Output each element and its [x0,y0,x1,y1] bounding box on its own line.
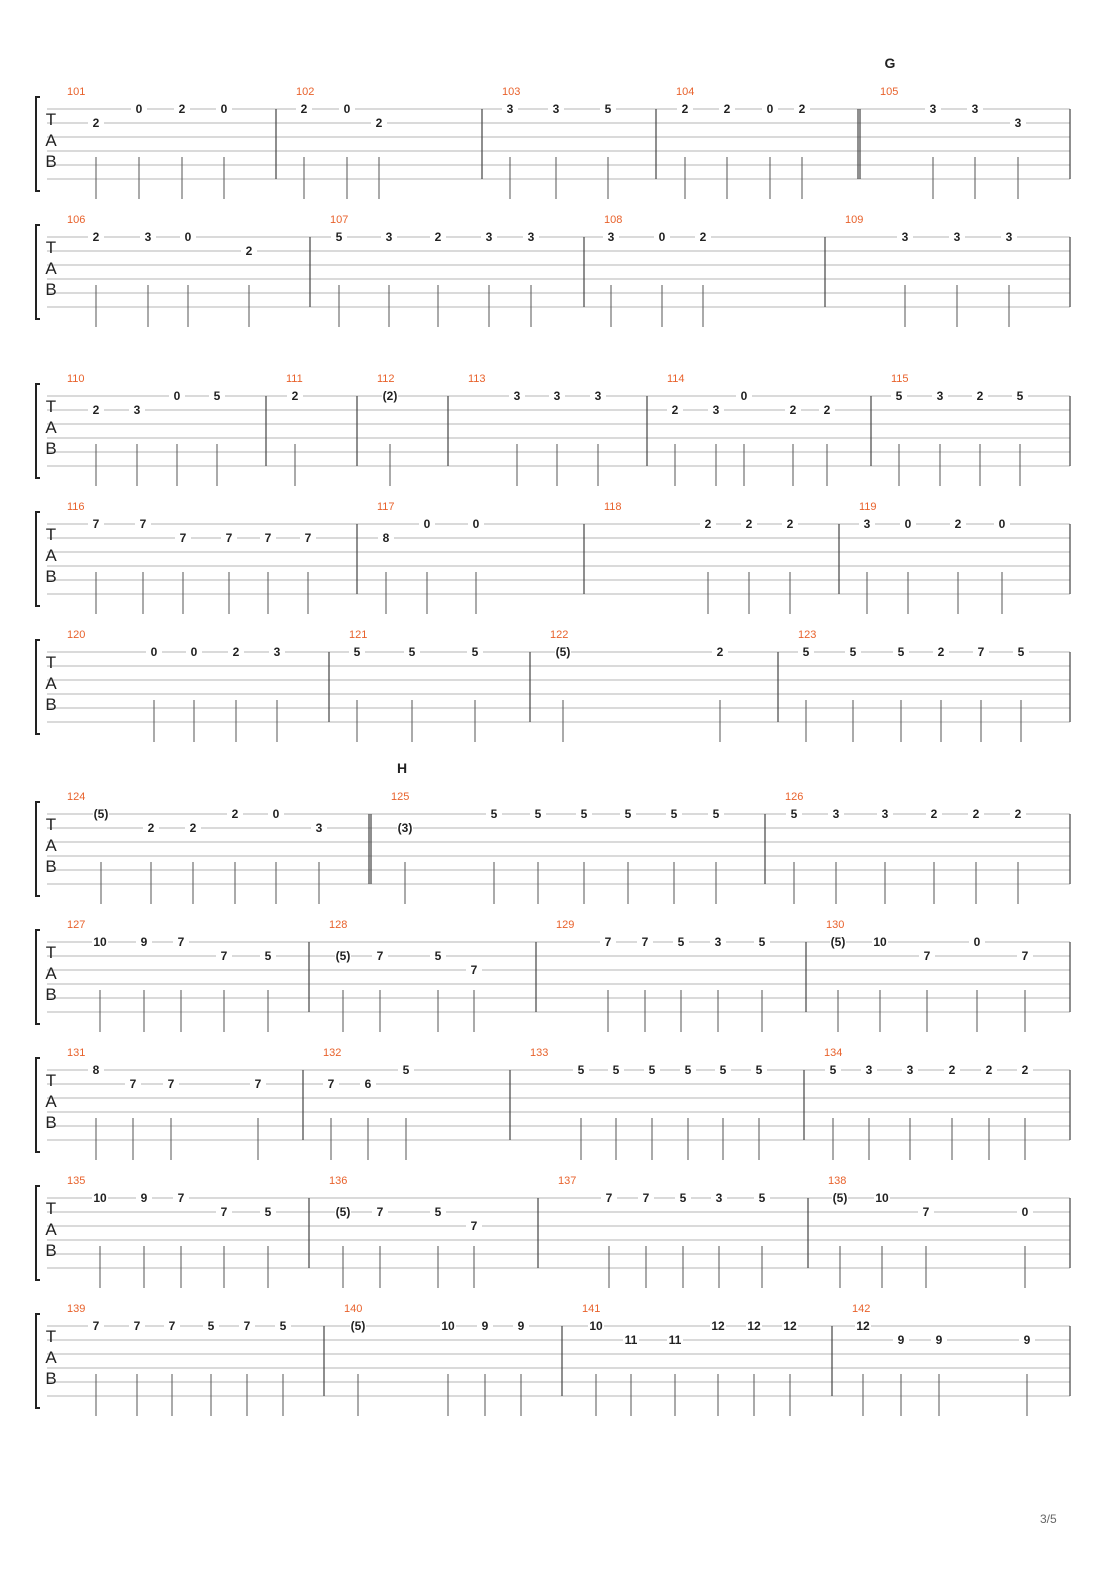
fret-number: 3 [553,389,561,403]
tab-clef-letter: T [45,815,57,834]
bar-number: 113 [468,373,486,385]
tab-system [36,791,1070,904]
tab-clef-letter: A [45,259,57,278]
fret-number: 5 [895,389,903,403]
fret-number: 5 [402,1063,410,1077]
fret-number: 9 [140,935,148,949]
tab-clef-letter: T [45,1327,57,1346]
tab-clef-letter: A [45,1220,57,1239]
bar-number: 123 [798,629,817,641]
bar-number: 138 [828,1175,847,1187]
fret-number: 7 [977,645,985,659]
fret-number: (5) [832,1191,848,1205]
system-bracket [36,1186,40,1280]
fret-number: 5 [829,1063,837,1077]
fret-number: 7 [92,517,100,531]
fret-number: 2 [232,645,240,659]
bar-number: 120 [67,629,86,641]
fret-number: 7 [470,963,478,977]
fret-number: 10 [589,1319,603,1333]
fret-number: 2 [1021,1063,1029,1077]
fret-number: 2 [976,389,984,403]
bar-number: 103 [502,86,521,98]
fret-number: 10 [93,935,107,949]
bar-number: 134 [824,1047,843,1059]
fret-number: 7 [1021,949,1029,963]
fret-number: 8 [92,1063,100,1077]
fret-number: 5 [677,935,685,949]
fret-number: 3 [715,1191,723,1205]
fret-number: 3 [936,389,944,403]
fret-number: (2) [382,389,398,403]
fret-number: 7 [641,935,649,949]
tab-system [36,501,1070,614]
fret-number: 3 [594,389,602,403]
fret-number: 5 [612,1063,620,1077]
tab-clef-letter: B [45,857,57,876]
bar-number: 119 [859,501,877,513]
fret-number: 5 [648,1063,656,1077]
system-bracket [36,1058,40,1152]
bar-number: 128 [329,919,348,931]
fret-number: 9 [140,1191,148,1205]
fret-number: 10 [873,935,887,949]
bar-number: 112 [377,373,395,385]
bar-number: 132 [323,1047,342,1059]
fret-number: 7 [304,531,312,545]
bar-number: 121 [349,629,368,641]
fret-number: 2 [699,230,707,244]
fret-number: 2 [786,517,794,531]
fret-number: 5 [624,807,632,821]
fret-number: 9 [481,1319,489,1333]
fret-number: 2 [434,230,442,244]
fret-number: 2 [245,244,253,258]
fret-number: (5) [335,1205,351,1219]
fret-number: 10 [875,1191,889,1205]
bar-number: 139 [67,1303,86,1315]
tab-system [36,373,1070,486]
fret-number: 0 [904,517,912,531]
bar-number: 125 [391,791,410,803]
tab-clef-letter: B [45,1369,57,1388]
fret-number: 5 [264,1205,272,1219]
bar-number: 105 [880,86,899,98]
fret-number: 5 [335,230,343,244]
system-bracket [36,384,40,478]
tab-system [36,1175,1070,1288]
fret-number: 5 [719,1063,727,1077]
page-number: 3/5 [1040,1512,1057,1526]
fret-number: 3 [712,403,720,417]
fret-number: 2 [745,517,753,531]
fret-number: 0 [343,102,351,116]
section-marker: G [884,55,896,71]
fret-number: 2 [985,1063,993,1077]
bar-number: 141 [582,1303,601,1315]
fret-number: 5 [434,949,442,963]
fret-number: 2 [375,116,383,130]
fret-number: 7 [133,1319,141,1333]
fret-number: 3 [929,102,937,116]
fret-number: 0 [184,230,192,244]
tab-system [36,919,1070,1032]
fret-number: 5 [534,807,542,821]
fret-number: 5 [849,645,857,659]
bar-number: 124 [67,791,86,803]
fret-number: 12 [856,1319,870,1333]
fret-number: 7 [243,1319,251,1333]
fret-number: 7 [605,1191,613,1205]
fret-number: 5 [684,1063,692,1077]
bar-number: 129 [556,919,575,931]
bar-number: 133 [530,1047,549,1059]
fret-number: 3 [906,1063,914,1077]
fret-number: 0 [135,102,143,116]
system-bracket [36,1314,40,1408]
fret-number: 7 [264,531,272,545]
fret-number: 2 [704,517,712,531]
fret-number: 3 [607,230,615,244]
bar-number: 109 [845,214,864,226]
fret-number: 2 [300,102,308,116]
fret-number: 5 [897,645,905,659]
fret-number: 7 [470,1219,478,1233]
fret-number: 3 [133,403,141,417]
fret-number: 2 [291,389,299,403]
fret-number: 9 [897,1333,905,1347]
fret-number: 3 [315,821,323,835]
bar-number: 116 [67,501,85,513]
tab-system [36,1303,1070,1416]
tab-clef-letter: A [45,546,57,565]
bar-number: 137 [558,1175,577,1187]
system-bracket [36,225,40,319]
fret-number: 0 [220,102,228,116]
fret-number: 2 [178,102,186,116]
fret-number: 2 [92,230,100,244]
fret-number: 5 [679,1191,687,1205]
fret-number: 3 [1005,230,1013,244]
tab-clef-letter: A [45,674,57,693]
fret-number: 2 [937,645,945,659]
fret-number: 2 [972,807,980,821]
bar-number: 107 [330,214,349,226]
fret-number: 5 [207,1319,215,1333]
fret-number: 7 [376,1205,384,1219]
fret-number: 0 [1021,1205,1029,1219]
fret-number: 9 [517,1319,525,1333]
tab-system [36,86,1070,199]
tab-clef-letter: A [45,131,57,150]
bar-number: 101 [67,86,86,98]
fret-number: 3 [863,517,871,531]
fret-number: 5 [790,807,798,821]
fret-number: 3 [552,102,560,116]
fret-number: 9 [1023,1333,1031,1347]
system-bracket [36,802,40,896]
fret-number: 11 [668,1333,682,1347]
bar-number: 130 [826,919,845,931]
fret-number: 5 [408,645,416,659]
fret-number: 0 [190,645,198,659]
fret-number: 0 [973,935,981,949]
fret-number: 7 [923,949,931,963]
fret-number: 11 [624,1333,638,1347]
tab-clef-letter: A [45,836,57,855]
tab-clef-letter: B [45,1241,57,1260]
fret-number: 0 [658,230,666,244]
section-marker: H [396,760,408,776]
fret-number: 3 [881,807,889,821]
fret-number: 7 [327,1077,335,1091]
fret-number: 12 [747,1319,761,1333]
tab-clef-letter: T [45,1199,57,1218]
fret-number: 5 [758,935,766,949]
fret-number: 3 [901,230,909,244]
fret-number: 3 [144,230,152,244]
fret-number: 2 [147,821,155,835]
system-bracket [36,97,40,191]
fret-number: 2 [789,403,797,417]
fret-number: 5 [802,645,810,659]
bar-number: 126 [785,791,804,803]
bar-number: 136 [329,1175,348,1187]
fret-number: 3 [506,102,514,116]
fret-number: 12 [783,1319,797,1333]
fret-number: 5 [758,1191,766,1205]
fret-number: 2 [716,645,724,659]
fret-number: 7 [642,1191,650,1205]
fret-number: 7 [179,531,187,545]
bar-number: 110 [67,373,85,385]
fret-number: 3 [971,102,979,116]
tab-clef-letter: B [45,985,57,1004]
fret-number: 2 [92,403,100,417]
fret-number: 0 [998,517,1006,531]
fret-number: 7 [254,1077,262,1091]
bar-number: 104 [676,86,695,98]
system-bracket [36,930,40,1024]
fret-number: 7 [220,949,228,963]
fret-number: 2 [1014,807,1022,821]
fret-number: 0 [272,807,280,821]
fret-number: 3 [953,230,961,244]
fret-number: 5 [471,645,479,659]
fret-number: 3 [527,230,535,244]
fret-number: 6 [364,1077,372,1091]
fret-number: 3 [513,389,521,403]
tab-system [36,1047,1070,1160]
bar-number: 142 [852,1303,871,1315]
fret-number: (5) [830,935,846,949]
fret-number: 7 [376,949,384,963]
tab-clef-letter: A [45,1348,57,1367]
fret-number: 2 [948,1063,956,1077]
fret-number: 7 [139,517,147,531]
bar-number: 131 [67,1047,86,1059]
fret-number: 2 [92,116,100,130]
fret-number: 0 [423,517,431,531]
fret-number: 5 [577,1063,585,1077]
fret-number: 5 [1016,389,1024,403]
system-bracket [36,640,40,734]
fret-number: 10 [441,1319,455,1333]
fret-number: (5) [350,1319,366,1333]
fret-number: 2 [930,807,938,821]
fret-number: 0 [472,517,480,531]
tab-clef-letter: T [45,943,57,962]
fret-number: 2 [231,807,239,821]
fret-number: 0 [740,389,748,403]
bar-number: 140 [344,1303,363,1315]
bar-number: 115 [891,373,909,385]
bar-number: 122 [550,629,569,641]
fret-number: 7 [604,935,612,949]
fret-number: 5 [1017,645,1025,659]
tab-clef-letter: T [45,110,57,129]
fret-number: 7 [220,1205,228,1219]
fret-number: 3 [273,645,281,659]
fret-number: 2 [189,821,197,835]
bar-number: 117 [377,501,395,513]
tab-clef-letter: T [45,653,57,672]
fret-number: 7 [177,1191,185,1205]
fret-number: 3 [1014,116,1022,130]
tab-clef-letter: T [45,238,57,257]
fret-number: 8 [382,531,390,545]
bar-number: 108 [604,214,623,226]
fret-number: 3 [832,807,840,821]
tab-clef-letter: B [45,695,57,714]
tab-clef-letter: A [45,964,57,983]
fret-number: 7 [167,1077,175,1091]
fret-number: (5) [335,949,351,963]
bar-number: 114 [667,373,685,385]
tab-clef-letter: A [45,1092,57,1111]
fret-number: 2 [823,403,831,417]
fret-number: 0 [173,389,181,403]
tab-clef-letter: B [45,152,57,171]
tab-clef-letter: B [45,280,57,299]
fret-number: 2 [954,517,962,531]
system-bracket [36,512,40,606]
fret-number: 0 [766,102,774,116]
bar-number: 106 [67,214,86,226]
fret-number: 3 [865,1063,873,1077]
tab-clef-letter: B [45,1113,57,1132]
fret-number: 7 [168,1319,176,1333]
tab-clef-letter: T [45,1071,57,1090]
fret-number: 3 [385,230,393,244]
fret-number: 12 [711,1319,725,1333]
fret-number: 7 [92,1319,100,1333]
fret-number: 3 [485,230,493,244]
fret-number: 2 [798,102,806,116]
fret-number: 7 [177,935,185,949]
fret-number: 5 [264,949,272,963]
fret-number: 5 [604,102,612,116]
fret-number: (5) [555,645,571,659]
tab-clef-letter: B [45,439,57,458]
bar-number: 135 [67,1175,86,1187]
fret-number: (5) [93,807,109,821]
fret-number: 7 [129,1077,137,1091]
fret-number: (3) [397,821,413,835]
tab-clef-letter: T [45,525,57,544]
fret-number: 7 [225,531,233,545]
fret-number: 3 [714,935,722,949]
tab-clef-letter: A [45,418,57,437]
tab-clef-letter: B [45,567,57,586]
tab-clef-letter: T [45,397,57,416]
fret-number: 2 [681,102,689,116]
fret-number: 5 [712,807,720,821]
fret-number: 2 [671,403,679,417]
bar-number: 127 [67,919,86,931]
bar-number: 111 [286,373,303,385]
fret-number: 2 [723,102,731,116]
fret-number: 5 [580,807,588,821]
fret-number: 5 [213,389,221,403]
fret-number: 0 [150,645,158,659]
fret-number: 10 [93,1191,107,1205]
fret-number: 5 [279,1319,287,1333]
tab-system [36,629,1070,742]
fret-number: 5 [490,807,498,821]
fret-number: 5 [670,807,678,821]
fret-number: 7 [922,1205,930,1219]
tab-system [36,214,1070,327]
fret-number: 5 [755,1063,763,1077]
fret-number: 5 [434,1205,442,1219]
bar-number: 102 [296,86,315,98]
bar-number: 118 [604,501,622,513]
fret-number: 9 [935,1333,943,1347]
fret-number: 5 [353,645,361,659]
